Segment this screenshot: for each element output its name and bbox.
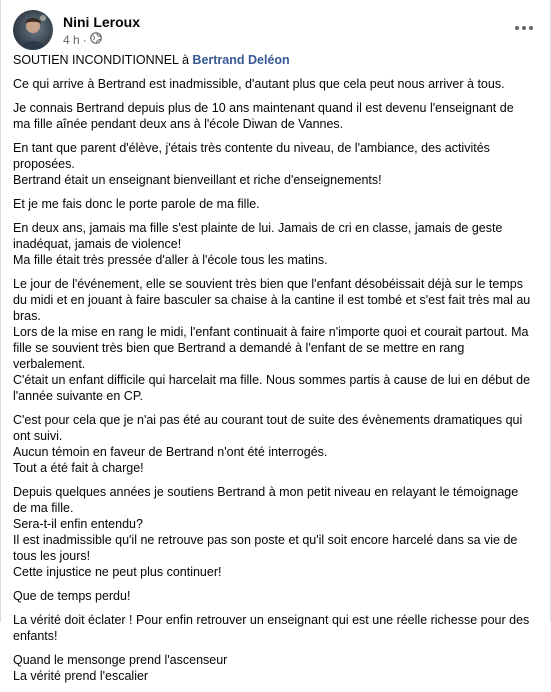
post-subline bbox=[63, 32, 140, 48]
more-options-button[interactable] bbox=[512, 16, 536, 40]
post-paragraph: La vérité doit éclater ! Pour enfin retrouver un enseignant qui est une réelle richesse pour des enfants! bbox=[13, 613, 530, 643]
more-options-icon bbox=[514, 25, 534, 31]
author-name[interactable]: Nini Leroux bbox=[63, 13, 141, 30]
post-headline bbox=[13, 52, 533, 68]
post-paragraph: Quand le mensonge prend l'ascenseur La vérité prend l'escalier bbox=[13, 653, 228, 683]
globe-icon[interactable] bbox=[90, 32, 102, 48]
mention-link[interactable]: Bertrand Deléon bbox=[192, 53, 290, 67]
separator-dot: · bbox=[82, 32, 87, 47]
post-time[interactable]: 4 h bbox=[63, 32, 80, 47]
avatar[interactable] bbox=[13, 10, 53, 50]
post-paragraph: Ce qui arrive à Bertrand est inadmissible, d'autant plus que cela peut nous arriver à tous. bbox=[13, 77, 505, 91]
post-paragraph: C'est pour cela que je n'ai pas été au courant tout de suite des évènements dramatiques qui ont suivi. Aucun témoin en faveur de Bertrand n'ont été interrogés. Tout a été fait à charge! bbox=[13, 413, 523, 475]
post-paragraph: Le jour de l'événement, elle se souvient très bien que l'enfant désobéissait déjà sur le temps du midi et en jouant à faire basculer sa chaise à la cantine il est tombé et s'est fait très mal au bras. Lors de la mise en rang le midi, l'enfant continuait à faire n'importe quoi et courait partout. Ma fille se souvient très bien que Bertrand a demandé à l'enfant de se mettre en rang verbalement. C'était un enfant difficile qui harcelait ma fille. Nous sommes partis à cause de lui en début de l'année suivante en CP. bbox=[13, 277, 531, 403]
headline-text: SOUTIEN INCONDITIONNEL à bbox=[13, 53, 193, 67]
post-paragraph: Que de temps perdu! bbox=[13, 589, 131, 603]
post-paragraph: En tant que parent d'élève, j'étais très contente du niveau, de l'ambiance, des activités proposées. Bertrand était un enseignant bienveillant et riche d'enseignements! bbox=[13, 141, 490, 187]
post-paragraph: Je connais Bertrand depuis plus de 10 ans maintenant quand il est devenu l'enseignant de ma fille aînée pendant deux ans à l'école Diwan de Vannes. bbox=[13, 101, 514, 131]
post-body bbox=[13, 52, 533, 692]
post-paragraph: Depuis quelques années je soutiens Bertrand à mon petit niveau en relayant le témoignage de ma fille. Sera-t-il enfin entendu? Il est inadmissible qu'il ne retrouve pas son poste et qu'il soit encore harcelé dans sa vie de tous les jours! Cette injustice ne peut plus continuer! bbox=[13, 485, 519, 579]
post-paragraph: En deux ans, jamais ma fille s'est plainte de lui. Jamais de cri en classe, jamais de geste inadéquat, jamais de violence! Ma fille était très pressée d'aller à l'école tous les matins. bbox=[13, 221, 503, 267]
post-meta bbox=[63, 13, 140, 48]
post-header bbox=[13, 10, 140, 50]
avatar-photo-icon bbox=[13, 10, 53, 50]
post-paragraph: Et je me fais donc le porte parole de ma fille. bbox=[13, 197, 260, 211]
